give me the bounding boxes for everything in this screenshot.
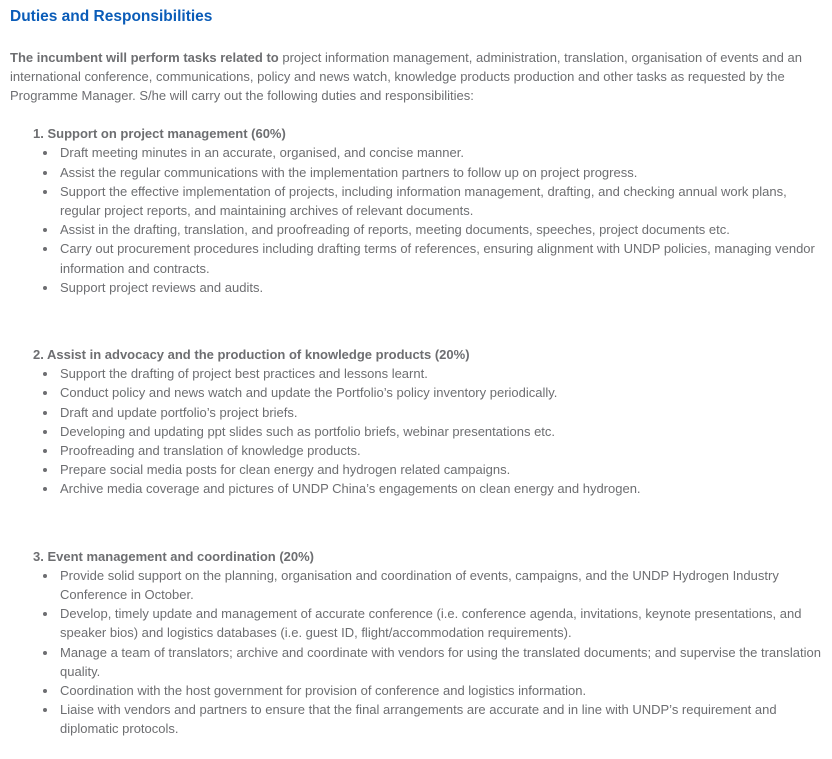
bullet-item: • Proofreading and translation of knowledge products. <box>58 441 822 460</box>
bullet-item: • Draft meeting minutes in an accurate, organised, and concise manner. <box>58 143 822 162</box>
bullet-item: • Developing and updating ppt slides such as portfolio briefs, webinar presentations etc. <box>58 422 822 441</box>
bullet-item: • Archive media coverage and pictures of UNDP China’s engagements on clean energy and hydrogen. <box>58 479 822 498</box>
bullet-item: • Support the effective implementation of projects, including information management, drafting, and checking annual work plans, regular project reports, and maintaining archives of relevant documents. <box>58 182 822 220</box>
bullet-item: • Manage a team of translators; archive and coordinate with vendors for using the translated documents; and supervise the translation quality. <box>58 643 822 681</box>
duty-section <box>33 124 822 297</box>
bullet-item: • Provide solid support on the planning, organisation and coordination of events, campaigns, and the UNDP Hydrogen Industry Conference in October. <box>58 566 822 604</box>
section-bullets <box>33 566 822 739</box>
bullet-item: • Draft and update portfolio’s project briefs. <box>58 403 822 422</box>
section-bullets <box>33 143 822 297</box>
bullet-item: • Conduct policy and news watch and update the Portfolio’s policy inventory periodically. <box>58 383 822 402</box>
page-title: Duties and Responsibilities <box>10 8 213 25</box>
section-bullets <box>33 364 822 498</box>
sections <box>33 124 822 738</box>
section-heading: 2. Assist in advocacy and the production of knowledge products (20%) <box>33 347 470 363</box>
bullet-item: • Liaise with vendors and partners to ensure that the final arrangements are accurate and in line with UNDP’s requirement and diplomatic protocols. <box>58 700 822 738</box>
section-heading: 3. Event management and coordination (20%) <box>33 548 314 564</box>
bullet-item: • Carry out procurement procedures including drafting terms of references, ensuring alignment with UNDP policies, managing vendor information and contracts. <box>58 239 822 277</box>
intro-body-text: project information management, administration, translation, organisation of events and an international conference, communications, policy and news watch, knowledge products production and other tasks as requested by the Programme Manager. S/he will carry out the following duties and responsibilities: <box>10 49 802 103</box>
bullet-item: • Support the drafting of project best practices and lessons learnt. <box>58 364 822 383</box>
bullet-item: • Develop, timely update and management of accurate conference (i.e. conference agenda, invitations, keynote presentations, and speaker bios) and logistics databases (i.e. guest ID, flight/accommodation requirements). <box>58 604 822 642</box>
bullet-item: • Assist in the drafting, translation, and proofreading of reports, meeting documents, speeches, project documents etc. <box>58 220 822 239</box>
bullet-item: • Prepare social media posts for clean energy and hydrogen related campaigns. <box>58 460 822 479</box>
intro-lead-text: The incumbent will perform tasks related to <box>10 49 279 65</box>
duty-section <box>33 345 822 499</box>
bullet-item: • Coordination with the host government for provision of conference and logistics information. <box>58 681 822 700</box>
intro-paragraph <box>10 48 822 106</box>
bullet-item: • Support project reviews and audits. <box>58 278 822 297</box>
duty-section <box>33 547 822 739</box>
bullet-item: • Assist the regular communications with the implementation partners to follow up on project progress. <box>58 163 822 182</box>
section-heading: 1. Support on project management (60%) <box>33 126 286 142</box>
